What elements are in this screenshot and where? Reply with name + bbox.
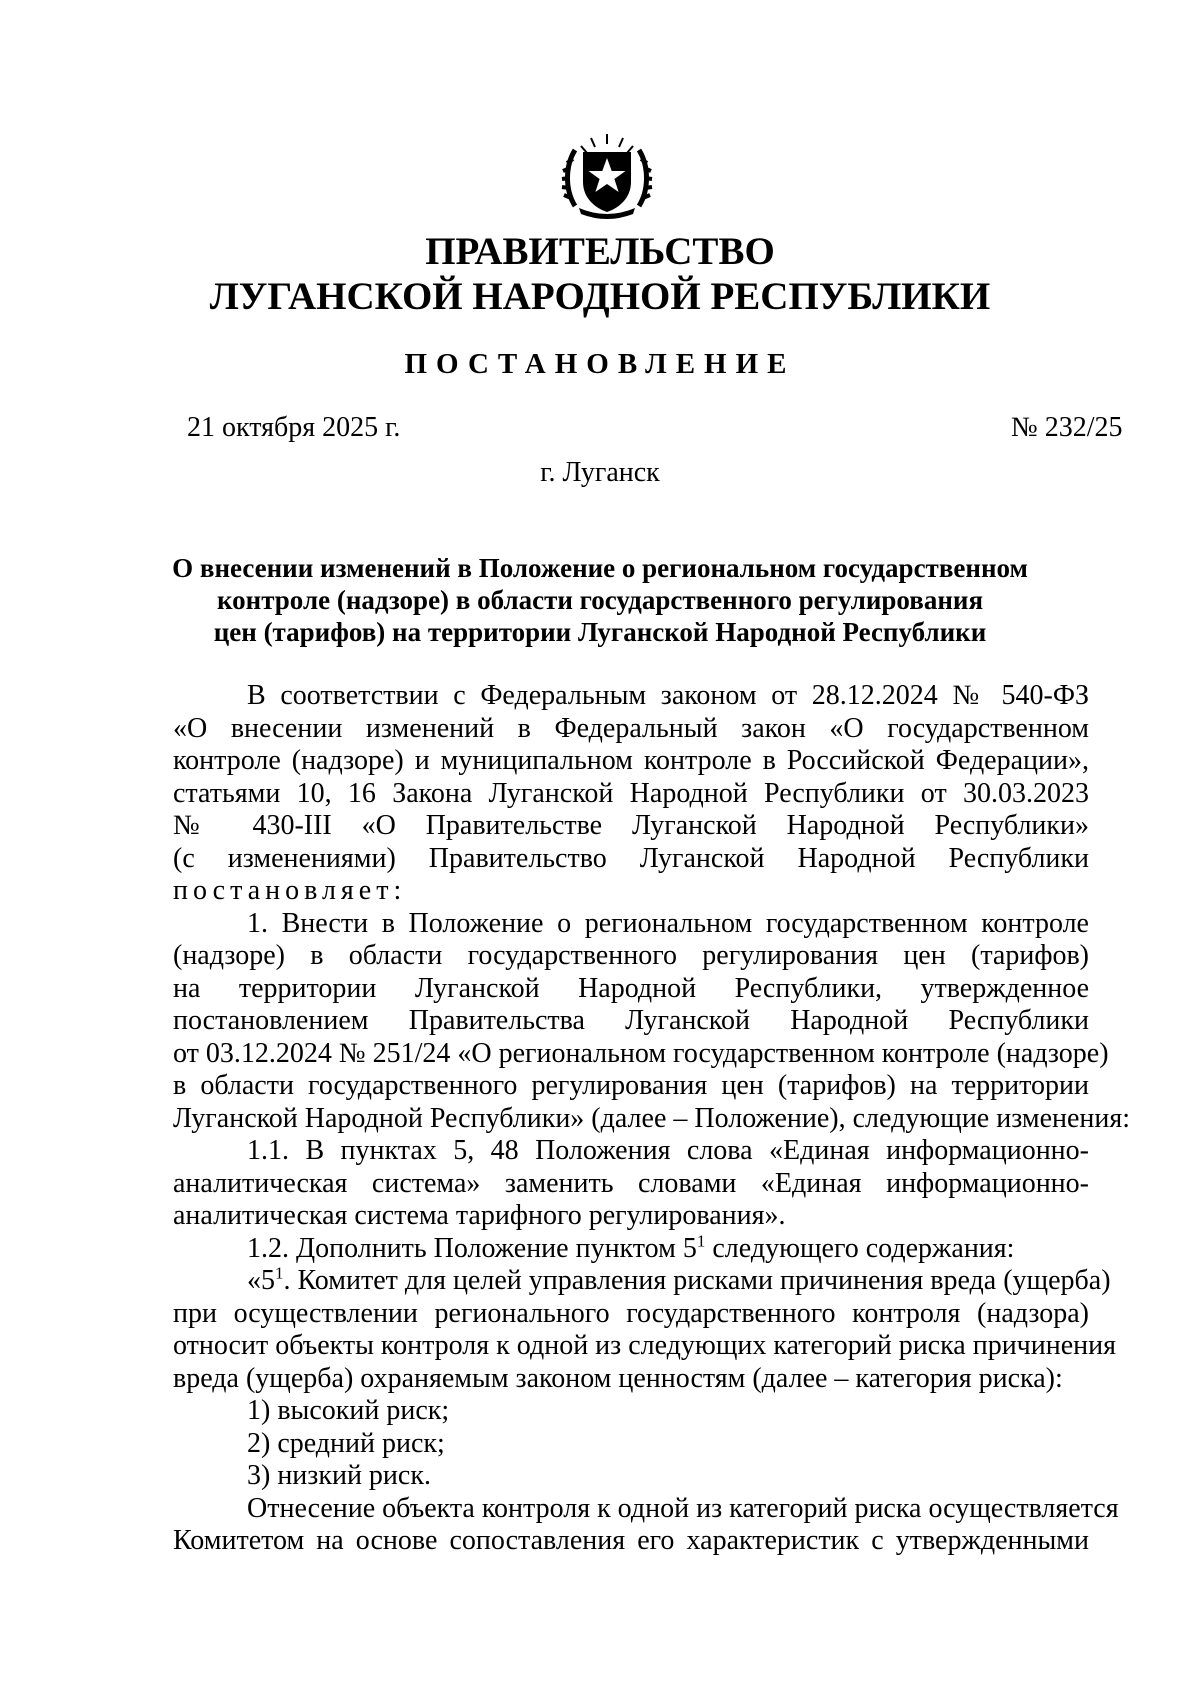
body-line: при осуществлении регионального государственного контроля (надзора) <box>173 1297 1089 1329</box>
body-line: 3) низкий риск. <box>247 1460 431 1491</box>
government-name-line2: ЛУГАНСКОЙ НАРОДНОЙ РЕСПУБЛИКИ <box>209 275 991 318</box>
body-line: 1. Внести в Положение о региональном государственном контроле <box>247 907 1089 939</box>
body-line: 1) высокий риск; <box>247 1395 450 1426</box>
document-date: 21 октября 2025 г. <box>187 412 401 443</box>
document-number: № 232/25 <box>1011 412 1123 443</box>
title-line: контроле (надзоре) в области государственного регулирования <box>216 585 984 615</box>
body-line: «О внесении изменений в Федеральный закон «О государственном <box>173 712 1089 744</box>
body-line <box>173 1233 1089 1266</box>
document-type: ПОСТАНОВЛЕНИЕ <box>404 348 796 380</box>
title-line: цен (тарифов) на территории Луганской Народной Республики <box>213 617 987 647</box>
body-line: Отнесение объекта контроля к одной из категорий риска осуществляется <box>247 1492 1119 1524</box>
body-line: вреда (ущерба) охраняемым законом ценностям (далее – категория риска): <box>173 1362 1063 1394</box>
lpr-coat-of-arms-icon <box>561 128 653 220</box>
body-line: Комитетом на основе сопоставления его характеристик с утвержденными <box>173 1525 1089 1556</box>
body-line: 2) средний риск; <box>247 1427 445 1459</box>
body-line: статьями 10, 16 Закона Луганской Народной Республики от 30.03.2023 <box>173 777 1089 809</box>
body-line <box>173 1263 1111 1298</box>
document-city: г. Луганск <box>540 457 660 488</box>
body-line: аналитическая система» заменить словами «Единая информационно- <box>173 1167 1089 1199</box>
body-line-text: . Комитет для целей управления рисками причинения вреда (ущерба) <box>283 1265 1111 1296</box>
document-body <box>173 680 1131 1558</box>
body-line: постановлением Правительства Луганской Народной Республики <box>173 1005 1089 1036</box>
superscript: 1 <box>275 1263 284 1283</box>
body-line: Луганской Народной Республики» (далее – Положение), следующие изменения: <box>173 1102 1131 1134</box>
body-line: № 430-III «О Правительстве Луганской Народной Республики» <box>173 810 1089 841</box>
body-line: аналитическая система тарифного регулирования». <box>173 1200 786 1231</box>
body-line: от 03.12.2024 № 251/24 «О региональном государственном контроле (надзоре) <box>173 1037 1109 1069</box>
body-line-text: «5 <box>247 1265 275 1296</box>
body-line: постановляет: <box>173 875 407 906</box>
superscript: 1 <box>696 1231 706 1251</box>
body-line-text: 1.2. Дополнить Положение пунктом 5 <box>247 1232 697 1264</box>
document-title <box>150 552 1050 648</box>
body-line: на территории Луганской Народной Республики, утвержденное <box>173 972 1089 1004</box>
body-line: (с изменениями) Правительство Луганской Народной Республики <box>173 842 1089 874</box>
body-line-text: следующего содержания: <box>705 1232 1015 1264</box>
body-line: (надзоре) в области государственного регулирования цен (тарифов) <box>173 940 1089 971</box>
body-line: в области государственного регулирования цен (тарифов) на территории <box>173 1070 1089 1101</box>
body-line: 1.1. В пунктах 5, 48 Положения слова «Единая информационно- <box>247 1135 1089 1166</box>
title-line: О внесении изменений в Положение о региональном государственном <box>172 553 1028 583</box>
body-line: В соответствии с Федеральным законом от 28.12.2024 № 540-ФЗ <box>247 680 1089 711</box>
body-line: относит объекты контроля к одной из следующих категорий риска причинения <box>173 1330 1117 1361</box>
government-name-line1: ПРАВИТЕЛЬСТВО <box>425 230 775 273</box>
body-line: контроле (надзоре) и муниципальном контроле в Российской Федерации», <box>173 745 1089 776</box>
